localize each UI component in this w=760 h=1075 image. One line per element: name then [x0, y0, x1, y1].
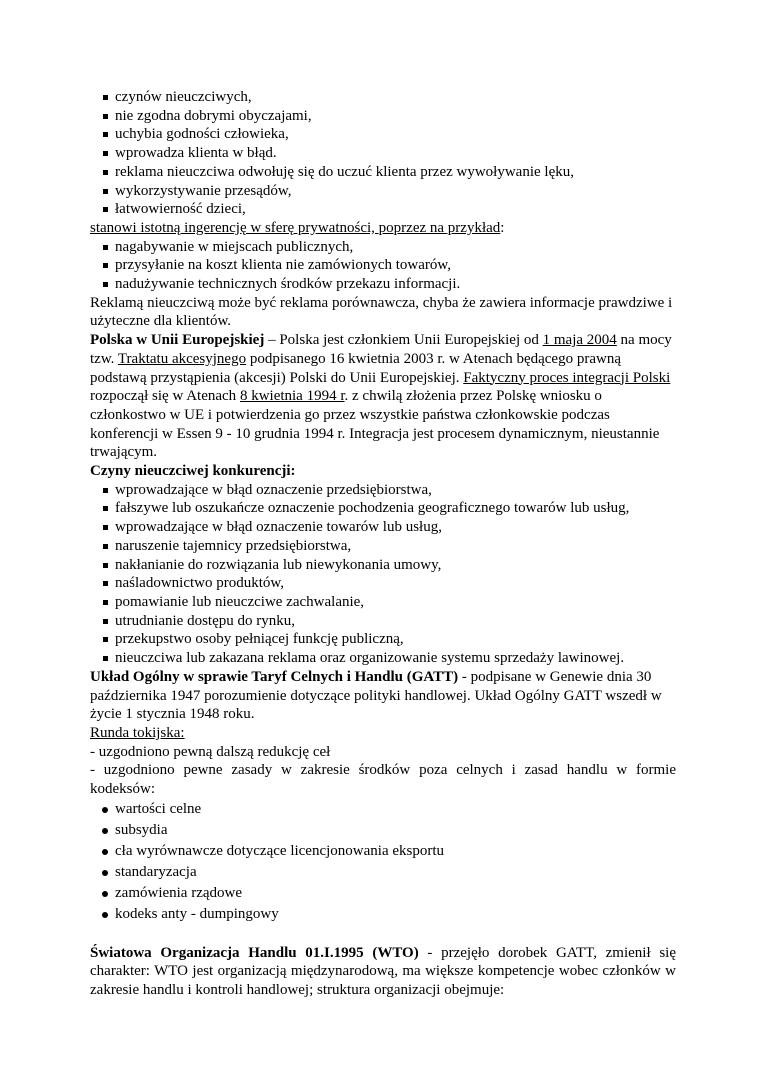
list-item: uchybia godności człowieka, — [90, 125, 676, 144]
tokyo-line-2: - uzgodniono pewne zasady w zakresie środków poza celnych i zasad handlu w formie kodeksów: — [90, 762, 676, 798]
list-item: wprowadzające w błąd oznaczenie przedsiębiorstwa, — [90, 481, 676, 500]
list-item: naśladownictwo produktów, — [90, 574, 676, 593]
list-item: nadużywanie technicznych środków przekazu informacji. — [90, 275, 676, 294]
tokyo-round-title: Runda tokijska: — [90, 724, 185, 741]
list-item: reklama nieuczciwa odwołuję się do uczuć klienta przez wywoływanie lęku, — [90, 163, 676, 182]
unfair-ad-list — [90, 88, 676, 219]
unfair-competition-list — [90, 481, 676, 668]
unfair-competition-title: Czyny nieuczciwej konkurencji: — [90, 463, 296, 480]
list-item: wprowadza klienta w błąd. — [90, 144, 676, 163]
list-item: wykorzystywanie przesądów, — [90, 182, 676, 201]
codes-list — [90, 799, 676, 925]
list-item: wartości celne — [90, 799, 676, 820]
list-item: zamówienia rządowe — [90, 883, 676, 904]
comparative-ad-paragraph: Reklamą nieuczciwą może być reklama porównawcza, chyba że zawiera informacje prawdziwe i użyteczne dla klientów. — [90, 294, 673, 330]
list-item: nie zgodna dobrymi obyczajami, — [90, 107, 676, 126]
list-item: pomawianie lub nieuczciwe zachwalanie, — [90, 593, 676, 612]
list-item: utrudnianie dostępu do rynku, — [90, 612, 676, 631]
wto-title: Światowa Organizacja Handlu 01.I.1995 (WTO) — [90, 944, 419, 961]
privacy-heading: stanowi istotną ingerencję w sferę prywatności, poprzez na przykład: — [90, 219, 505, 236]
gatt-paragraph: Układ Ogólny w sprawie Taryf Celnych i Handlu (GATT) - podpisane w Genewie dnia 30 października 1947 porozumienie dotyczące polityki handlowej. Układ Ogólny GATT wszedł w życie 1 stycznia 1948 roku. — [90, 668, 662, 723]
list-item: standaryzacja — [90, 862, 676, 883]
gatt-title: Układ Ogólny w sprawie Taryf Celnych i Handlu (GATT) — [90, 668, 459, 685]
list-item: nakłanianie do rozwiązania lub niewykonania umowy, — [90, 556, 676, 575]
accession-treaty-link[interactable]: Traktatu akcesyjnego — [117, 350, 247, 367]
eu-paragraph: Polska w Unii Europejskiej – Polska jest członkiem Unii Europejskiej od 1 maja 2004 na mocy tzw. Traktatu akcesyjnego podpisanego 16 kwietnia 2003 r. w Atenach będącego prawną podstawą przystąpienia (akcesji) Polski do Unii Europejskiej. Faktyczny proces integracji Polski rozpoczął się w Atenach 8 kwietnia 1994 r. z chwilą złożenia przez Polskę wniosku o członkostwo w UE i potwierdzenia go przez wszystkie państwa członkowskie podczas konferencji w Essen 9 - 10 grudnia 1994 r. Integracja jest procesem dynamicznym, nieustannie trwającym. — [90, 332, 672, 461]
application-date-link[interactable]: 8 kwietnia 1994 r — [239, 388, 345, 405]
list-item: czynów nieuczciwych, — [90, 88, 676, 107]
spacer — [90, 925, 676, 944]
privacy-list — [90, 238, 676, 294]
list-item: naruszenie tajemnicy przedsiębiorstwa, — [90, 537, 676, 556]
accession-date-link[interactable]: 1 maja 2004 — [542, 332, 617, 349]
list-item: przysyłanie na koszt klienta nie zamówionych towarów, — [90, 256, 676, 275]
list-item: nieuczciwa lub zakazana reklama oraz organizowanie systemu sprzedaży lawinowej. — [90, 649, 676, 668]
list-item: łatwowierność dzieci, — [90, 200, 676, 219]
integration-process-link[interactable]: Faktyczny proces integracji Polski — [463, 369, 671, 386]
list-item: fałszywe lub oszukańcze oznaczenie pochodzenia geograficznego towarów lub usług, — [90, 499, 676, 518]
list-item: kodeks anty - dumpingowy — [90, 904, 676, 925]
list-item: nagabywanie w miejscach publicznych, — [90, 238, 676, 257]
tokyo-line-1: - uzgodniono pewną dalszą redukcję ceł — [90, 743, 331, 760]
eu-title: Polska w Unii Europejskiej — [90, 332, 265, 349]
list-item: cła wyrównawcze dotyczące licencjonowania eksportu — [90, 841, 676, 862]
wto-paragraph: Światowa Organizacja Handlu 01.I.1995 (WTO) - przejęło dorobek GATT, zmienił się charakter: WTO jest organizacją międzynarodową, ma większe kompetencje wobec członków w zakresie handlu i kontroli handlowej; struktura organizacji obejmuje: — [90, 944, 676, 999]
list-item: przekupstwo osoby pełniącej funkcję publiczną, — [90, 630, 676, 649]
list-item: subsydia — [90, 820, 676, 841]
list-item: wprowadzające w błąd oznaczenie towarów lub usług, — [90, 518, 676, 537]
